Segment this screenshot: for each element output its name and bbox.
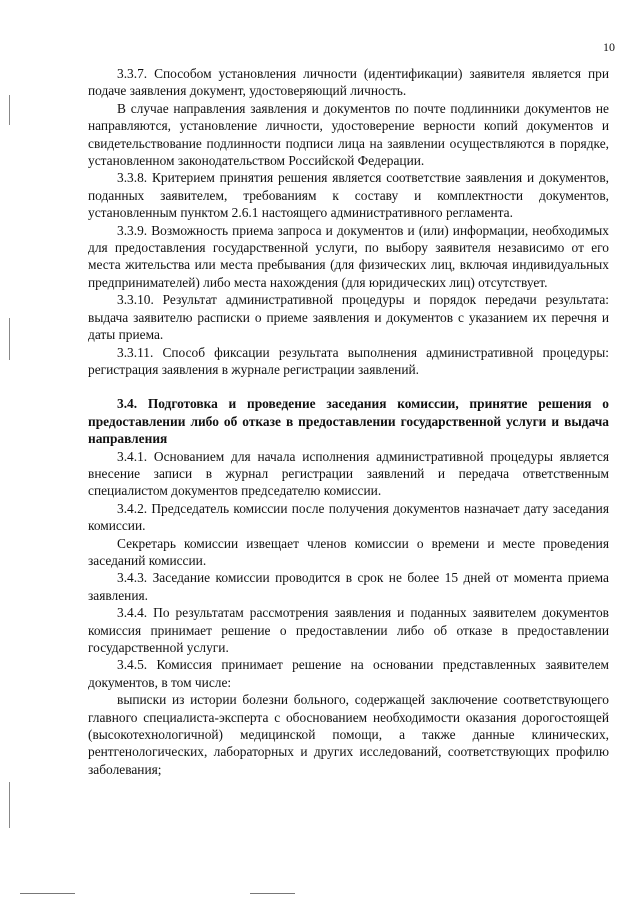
paragraph-medical-extract: выписки из истории болезни больного, содержащей заключение соответствующего главного специалиста-эксперта с обоснованием необходимости оказания дорогостоящей (высокотехнологичной) медицинской помощи, а также данные клинических, рентгенологических, лабораторных и других исследований, соответствующих профилю заболевания; xyxy=(88,692,609,777)
margin-mark xyxy=(9,782,10,828)
paragraph-postal-submission: В случае направления заявления и документов по почте подлинники документов не направляются, установление личности, удостоверение верности копий документов и свидетельствование подлинности подписи лица на заявлении осуществляются в порядке, установленном законодательством Российской Федерации. xyxy=(88,100,609,169)
paragraph-3-4-4: 3.4.4. По результатам рассмотрения заявления и поданных заявителем документов комиссия принимает решение о предоставлении либо об отказе в предоставлении государственной услуги. xyxy=(88,605,609,655)
document-body xyxy=(88,65,609,778)
margin-mark xyxy=(9,318,10,360)
paragraph-3-3-7: 3.3.7. Способом установления личности (идентификации) заявителя является при подаче заявления документ, удостоверяющий личность. xyxy=(88,66,609,99)
paragraph-3-3-9: 3.3.9. Возможность приема запроса и документов и (или) информации, необходимых для предоставления государственной услуги, по выбору заявителя независимо от его места жительства или места пребывания (для физических лиц, включая индивидуальных предпринимателей) либо места нахождения (для юридических лиц) отсутствует. xyxy=(88,222,609,290)
scan-edge-line xyxy=(20,893,75,894)
scan-edge-line xyxy=(250,893,295,894)
section-heading-3-4: 3.4. Подготовка и проведение заседания комиссии, принятие решения о предоставлении либо об отказе в предоставлении государственной услуги и выдача направления xyxy=(88,396,609,447)
paragraph-3-3-8: 3.3.8. Критерием принятия решения является соответствие заявления и документов, поданных заявителем, требованиям к составу и комплектности документов, установленным пунктом 2.6.1 настоящего административного регламента. xyxy=(88,170,609,221)
paragraph-3-4-1: 3.4.1. Основанием для начала исполнения административной процедуры является внесение записи в журнал регистрации заявлений и передача ответственным специалистом документов председателю комиссии. xyxy=(88,448,609,499)
margin-mark xyxy=(9,95,10,125)
paragraph-3-4-5: 3.4.5. Комиссия принимает решение на основании представленных заявителем документов, в том числе: xyxy=(88,657,609,690)
paragraph-secretary: Секретарь комиссии извещает членов комиссии о времени и месте проведения заседаний комиссии. xyxy=(88,535,609,568)
paragraph-3-4-2: 3.4.2. Председатель комиссии после получения документов назначает дату заседания комиссии. xyxy=(88,500,609,534)
paragraph-3-4-3: 3.4.3. Заседание комиссии проводится в срок не более 15 дней от момента приема заявления. xyxy=(88,570,609,603)
page-number: 10 xyxy=(603,40,615,54)
paragraph-3-3-10: 3.3.10. Результат административной процедуры и порядок передачи результата: выдача заявителю расписки о приеме заявления и документов с указанием их перечня и даты приема. xyxy=(88,292,609,343)
paragraph-3-3-11: 3.3.11. Способ фиксации результата выполнения административной процедуры: регистрация заявления в журнале регистрации заявлений. xyxy=(88,344,609,377)
